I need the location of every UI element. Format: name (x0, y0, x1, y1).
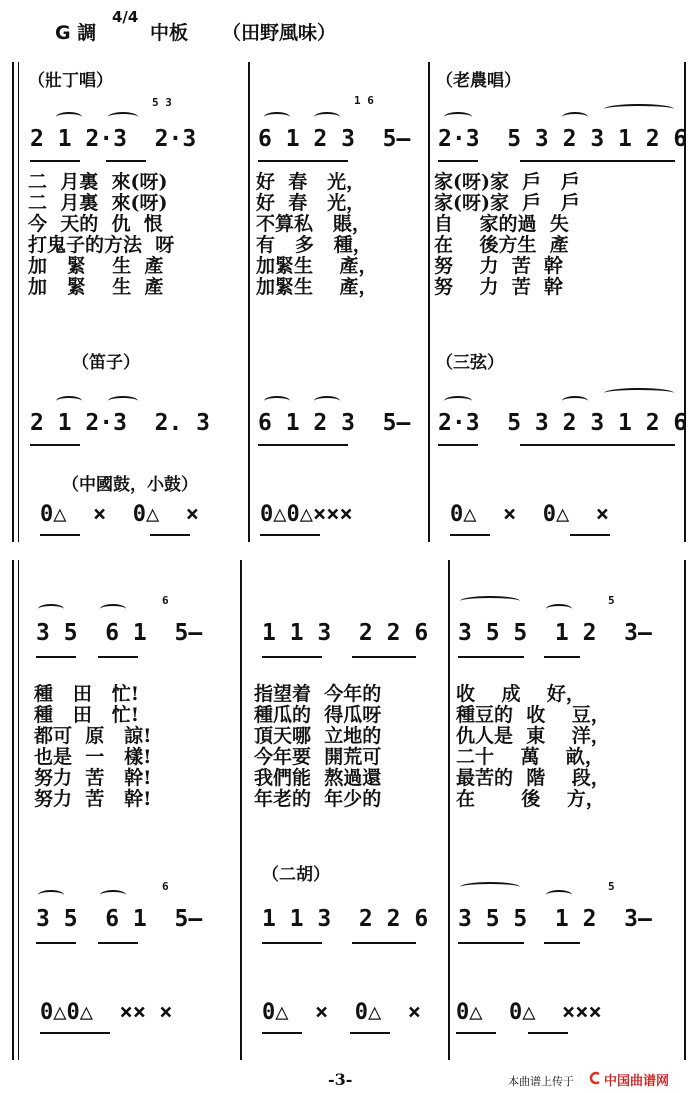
beam (30, 444, 80, 446)
drum-measure-1: 0△ × 0△ × (40, 502, 199, 527)
lyric-line: 家(呀)家 戶 戶 (434, 171, 581, 193)
voice-measure-1: 2 1 2·3 2·3 (30, 126, 197, 152)
lyric-line: 在 後方生 產 (434, 234, 569, 256)
lyric-line: 指望着 今年的 (254, 683, 382, 705)
slur (38, 604, 64, 614)
upload-text: 本曲谱上传于 (508, 1075, 574, 1088)
voice-measure-6: 3 5 5 1 2 3— (458, 620, 652, 646)
beam (438, 160, 478, 162)
drum-measure-3: 0△ × 0△ × (450, 502, 609, 527)
slur (264, 112, 290, 122)
lyric-line: 打鬼子的方法 呀 (28, 234, 175, 256)
inst-measure-4: 3 5 6 1 5— (36, 906, 203, 932)
grace-note: 6 (162, 880, 169, 893)
slur (108, 112, 138, 122)
lyrics-measure-2 (256, 172, 377, 298)
slur (100, 890, 126, 900)
beam (520, 444, 675, 446)
beam (570, 534, 610, 536)
lyric-line: 努力 苦 幹! (34, 788, 152, 810)
page-number: -3- (328, 1070, 353, 1089)
beam (98, 942, 138, 944)
system-bracket-inner (18, 62, 19, 542)
slur (546, 890, 572, 900)
lyric-line: 努 力 苦 幹 (434, 276, 563, 298)
lyric-line: 最苦的 階 段， (456, 767, 610, 789)
drum-measure-2: 0△0△××× (260, 502, 353, 527)
inst-measure-5: 1 1 3 2 2 6 (262, 906, 429, 932)
beam (262, 942, 322, 944)
lyric-line: 家(呀)家 戶 戶 (434, 192, 581, 214)
beam (258, 444, 348, 446)
grace-note: 6 (162, 594, 169, 607)
flute-measure-3: 2·3 5 3 2 3 1 2 6 (438, 410, 688, 436)
lyric-line: 在 後 方， (456, 788, 605, 810)
beam (262, 656, 322, 658)
beam (260, 534, 320, 536)
beam (544, 656, 580, 658)
lyric-line: 都可 原 諒! (34, 725, 152, 747)
lyrics-measure-4 (34, 684, 151, 810)
lyric-line: 種 田 忙! (34, 683, 140, 705)
lyric-line: 好 春 光， (256, 171, 366, 193)
drum-measure-5: 0△ × 0△ × (262, 1000, 421, 1025)
beam (258, 160, 348, 162)
beam (352, 942, 416, 944)
lyric-line: 不算私 賬， (256, 213, 371, 235)
barline (248, 62, 250, 542)
part-label-sanxian: （三弦） (436, 353, 504, 373)
lyric-line: 今年要 開荒可 (254, 746, 382, 768)
slur (444, 112, 472, 122)
site-logo-text[interactable]: 中国曲谱网 (604, 1074, 670, 1089)
time-signature: 4/4 (112, 8, 139, 26)
lyric-line: 種 田 忙! (34, 704, 140, 726)
beam (544, 942, 580, 944)
beam (106, 160, 146, 162)
lyric-line: 今 天的 仇 恨 (28, 213, 163, 235)
lyric-line: 種豆的 收 豆， (456, 704, 610, 726)
beam (36, 942, 76, 944)
lyric-line: 仇人是 東 洋， (456, 725, 610, 747)
lyric-line: 我們能 熬過還 (254, 767, 382, 789)
part-label-singer1: （壯丁唱） (28, 71, 113, 91)
lyric-line: 有 多 種， (256, 234, 372, 256)
part-label-singer2: （老農唱） (436, 71, 521, 91)
slur (562, 396, 588, 406)
beam (438, 444, 478, 446)
beam (528, 1032, 568, 1034)
lyric-line: 收 成 好， (456, 683, 585, 705)
slur (460, 596, 520, 606)
slur (460, 882, 520, 892)
key-signature: G 調 (55, 22, 97, 44)
voice-measure-2: 6 1 2 3 5— (258, 126, 411, 152)
beam (352, 656, 416, 658)
beam (520, 160, 675, 162)
slur (604, 388, 674, 398)
beam (458, 942, 524, 944)
beam (30, 160, 80, 162)
grace-note: 1 6 (354, 94, 374, 107)
beam (36, 656, 76, 658)
voice-measure-5: 1 1 3 2 2 6 (262, 620, 429, 646)
lyric-line: 努力 苦 幹! (34, 767, 152, 789)
part-label-erhu: （二胡） (262, 865, 330, 885)
flute-measure-2: 6 1 2 3 5— (258, 410, 411, 436)
slur (56, 396, 82, 406)
lyric-line: 自 家的過 失 (434, 213, 569, 235)
lyric-line: 好 春 光， (256, 192, 366, 214)
system-bracket-inner (18, 560, 19, 1060)
grace-note: 5 3 (152, 96, 172, 109)
slur (38, 890, 64, 900)
lyrics-measure-3 (434, 172, 580, 298)
lyrics-measure-6 (456, 684, 610, 810)
lyrics-measure-1 (28, 172, 174, 298)
grace-note: 5 (608, 594, 615, 607)
lyrics-measure-5 (254, 684, 381, 810)
slur (108, 396, 138, 406)
beam (350, 1032, 390, 1034)
lyric-line: 加 緊 生 產 (28, 276, 164, 298)
lyric-line: 年老的 年少的 (254, 788, 382, 810)
drum-measure-4: 0△0△ ×× × (40, 1000, 173, 1025)
part-label-flute: （笛子） (72, 353, 140, 373)
beam (450, 534, 490, 536)
slur (314, 396, 340, 406)
slur (56, 112, 82, 122)
voice-measure-4: 3 5 6 1 5— (36, 620, 203, 646)
beam (458, 656, 524, 658)
beam (40, 534, 80, 536)
barline-end (684, 560, 686, 1060)
beam (40, 1032, 110, 1034)
barline (428, 62, 430, 542)
lyric-line: 二十 萬 畝， (456, 746, 604, 768)
site-logo-icon (588, 1070, 602, 1084)
beam (456, 1032, 496, 1034)
inst-measure-6: 3 5 5 1 2 3— (458, 906, 652, 932)
system-bracket (12, 560, 14, 1060)
beam (98, 656, 138, 658)
slur (100, 604, 126, 614)
beam (262, 1032, 302, 1034)
slur (546, 604, 572, 614)
barline (240, 560, 242, 1060)
lyric-line: 也是 一 樣! (34, 746, 152, 768)
barline (448, 560, 450, 1060)
lyric-line: 加 緊 生 產 (28, 255, 164, 277)
slur (604, 104, 674, 114)
flute-measure-1: 2 1 2·3 2. 3 (30, 410, 211, 436)
slur (264, 396, 290, 406)
lyric-line: 種瓜的 得瓜呀 (254, 704, 382, 726)
slur (444, 396, 472, 406)
voice-measure-3: 2·3 5 3 2 3 1 2 6 (438, 126, 688, 152)
beam (150, 534, 190, 536)
grace-note: 5 (608, 880, 615, 893)
lyric-line: 二 月裏 來(呀) (28, 192, 168, 214)
lyric-line: 加緊生 產， (256, 276, 378, 298)
tempo-marking: 中板 (150, 22, 189, 44)
system-bracket (12, 62, 14, 542)
slur (562, 112, 588, 122)
style-marking: （田野風味） (222, 22, 337, 44)
lyric-line: 二 月裏 來(呀) (28, 171, 168, 193)
slur (314, 112, 340, 122)
drum-measure-6: 0△ 0△ ××× (456, 1000, 602, 1025)
lyric-line: 努 力 苦 幹 (434, 255, 563, 277)
part-label-drums: （中國鼓，小鼓） (62, 475, 198, 495)
lyric-line: 頂天哪 立地的 (254, 725, 382, 747)
lyric-line: 加緊生 產， (256, 255, 378, 277)
